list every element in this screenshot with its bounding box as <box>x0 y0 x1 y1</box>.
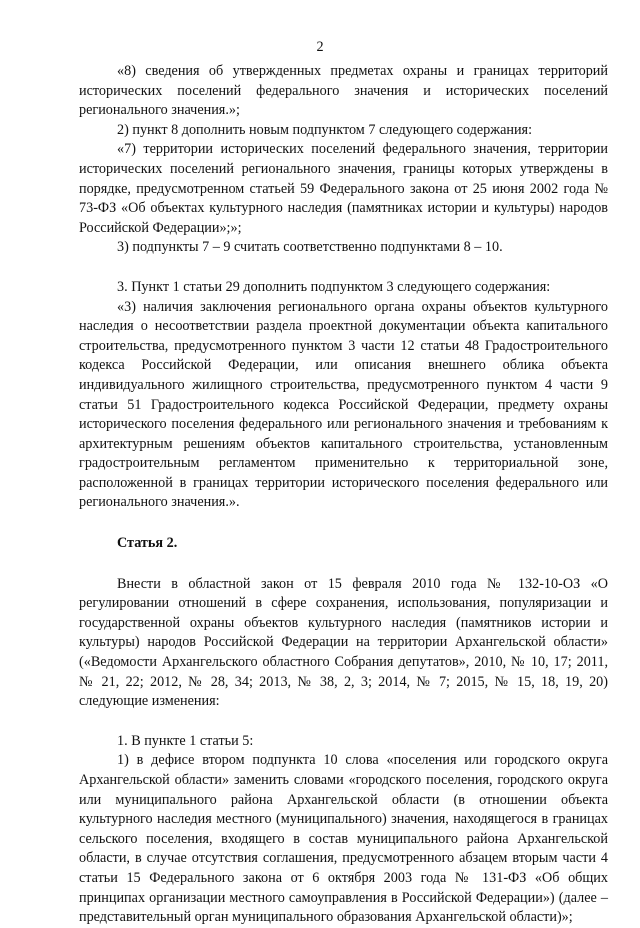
paragraph-article-29: 3. Пункт 1 статьи 29 дополнить подпунктом 3 следующего содержания: <box>117 278 551 295</box>
paragraph-item-8: «8) сведения об утвержденных предметах охраны и границах территорий исторических поселений федерального значения и исторических поселений регионального значения.»; <box>79 63 608 119</box>
paragraph-subitem-10: 1) в дефисе втором подпункта 10 слова «поселения или городского округа Архангельской области» заменить словами «городского поселения, городского округа или муниципального района Архангельской области (в отношении объекта культурного наследия местного (муниципального) значения, находящегося в границах сельского поселения, входящего в состав муниципального района Архангельской области, в случае отсутствия соглашения, предусмотренного абзацем вторым части 4 статьи 15 Федерального закона от 6 октября 2003 года № 131-ФЗ «Об общих принципах организации местного самоуправления в Российской Федерации») (далее – представительный орган муниципального образования Архангельской области)»; <box>79 752 608 926</box>
page-number: 2 <box>316 39 324 55</box>
paragraph-article-5: 1. В пункте 1 статьи 5: <box>117 732 254 749</box>
paragraph-item-7: «7) территории исторических поселений федерального значения, территории исторических поселений регионального значения, границы которых утверждены в порядке, предусмотренном статьей 59 Федерального закона от 25 июня 2002 года № 73-ФЗ «Об объектах культурного наследия (памятниках истории и культуры) народов Российской Федерации»;»; <box>79 141 608 236</box>
paragraph-point-8-amend: 2) пункт 8 дополнить новым подпунктом 7 следующего содержания: <box>117 121 533 138</box>
article-heading: Статья 2. <box>117 535 178 552</box>
paragraph-renumber: 3) подпункты 7 – 9 считать соответственно подпунктами 8 – 10. <box>117 239 503 256</box>
document-body <box>79 62 608 928</box>
paragraph-amend-law: Внести в областной закон от 15 февраля 2010 года № 132-10-ОЗ «О регулировании отношений в сфере сохранения, использования, популяризации и государственной охраны объектов культурного наследия (памятников истории и культуры) народов Российской Федерации на территории Архангельской области» («Ведомости Архангельского областного Собрания депутатов», 2010, № 10, 17; 2011, № 21, 22; 2012, № 28, 34; 2013, № 38, 2, 3; 2014, № 7; 2015, № 15, 18, 19, 20) следующие изменения: <box>79 575 608 710</box>
paragraph-item-3: «3) наличия заключения регионального органа охраны объектов культурного наследия о несоответствии раздела проектной документации объекта капитального строительства, предусмотренного пунктом 3 части 12 статьи 48 Градостроительного кодекса Российской Федерации, или описания внешнего облика объекта индивидуального жилищного строительства, предусмотренного пунктом 4 части 9 статьи 51 Градостроительного кодекса Российской Федерации, предмету охраны исторического поселения федерального или регионального значения и требованиям к архитектурным решениям объектов капитального строительства, установленным градостроительным регламентом применительно к территориальной зоне, расположенной в границах территории исторического поселения федерального или регионального значения.». <box>79 298 608 511</box>
